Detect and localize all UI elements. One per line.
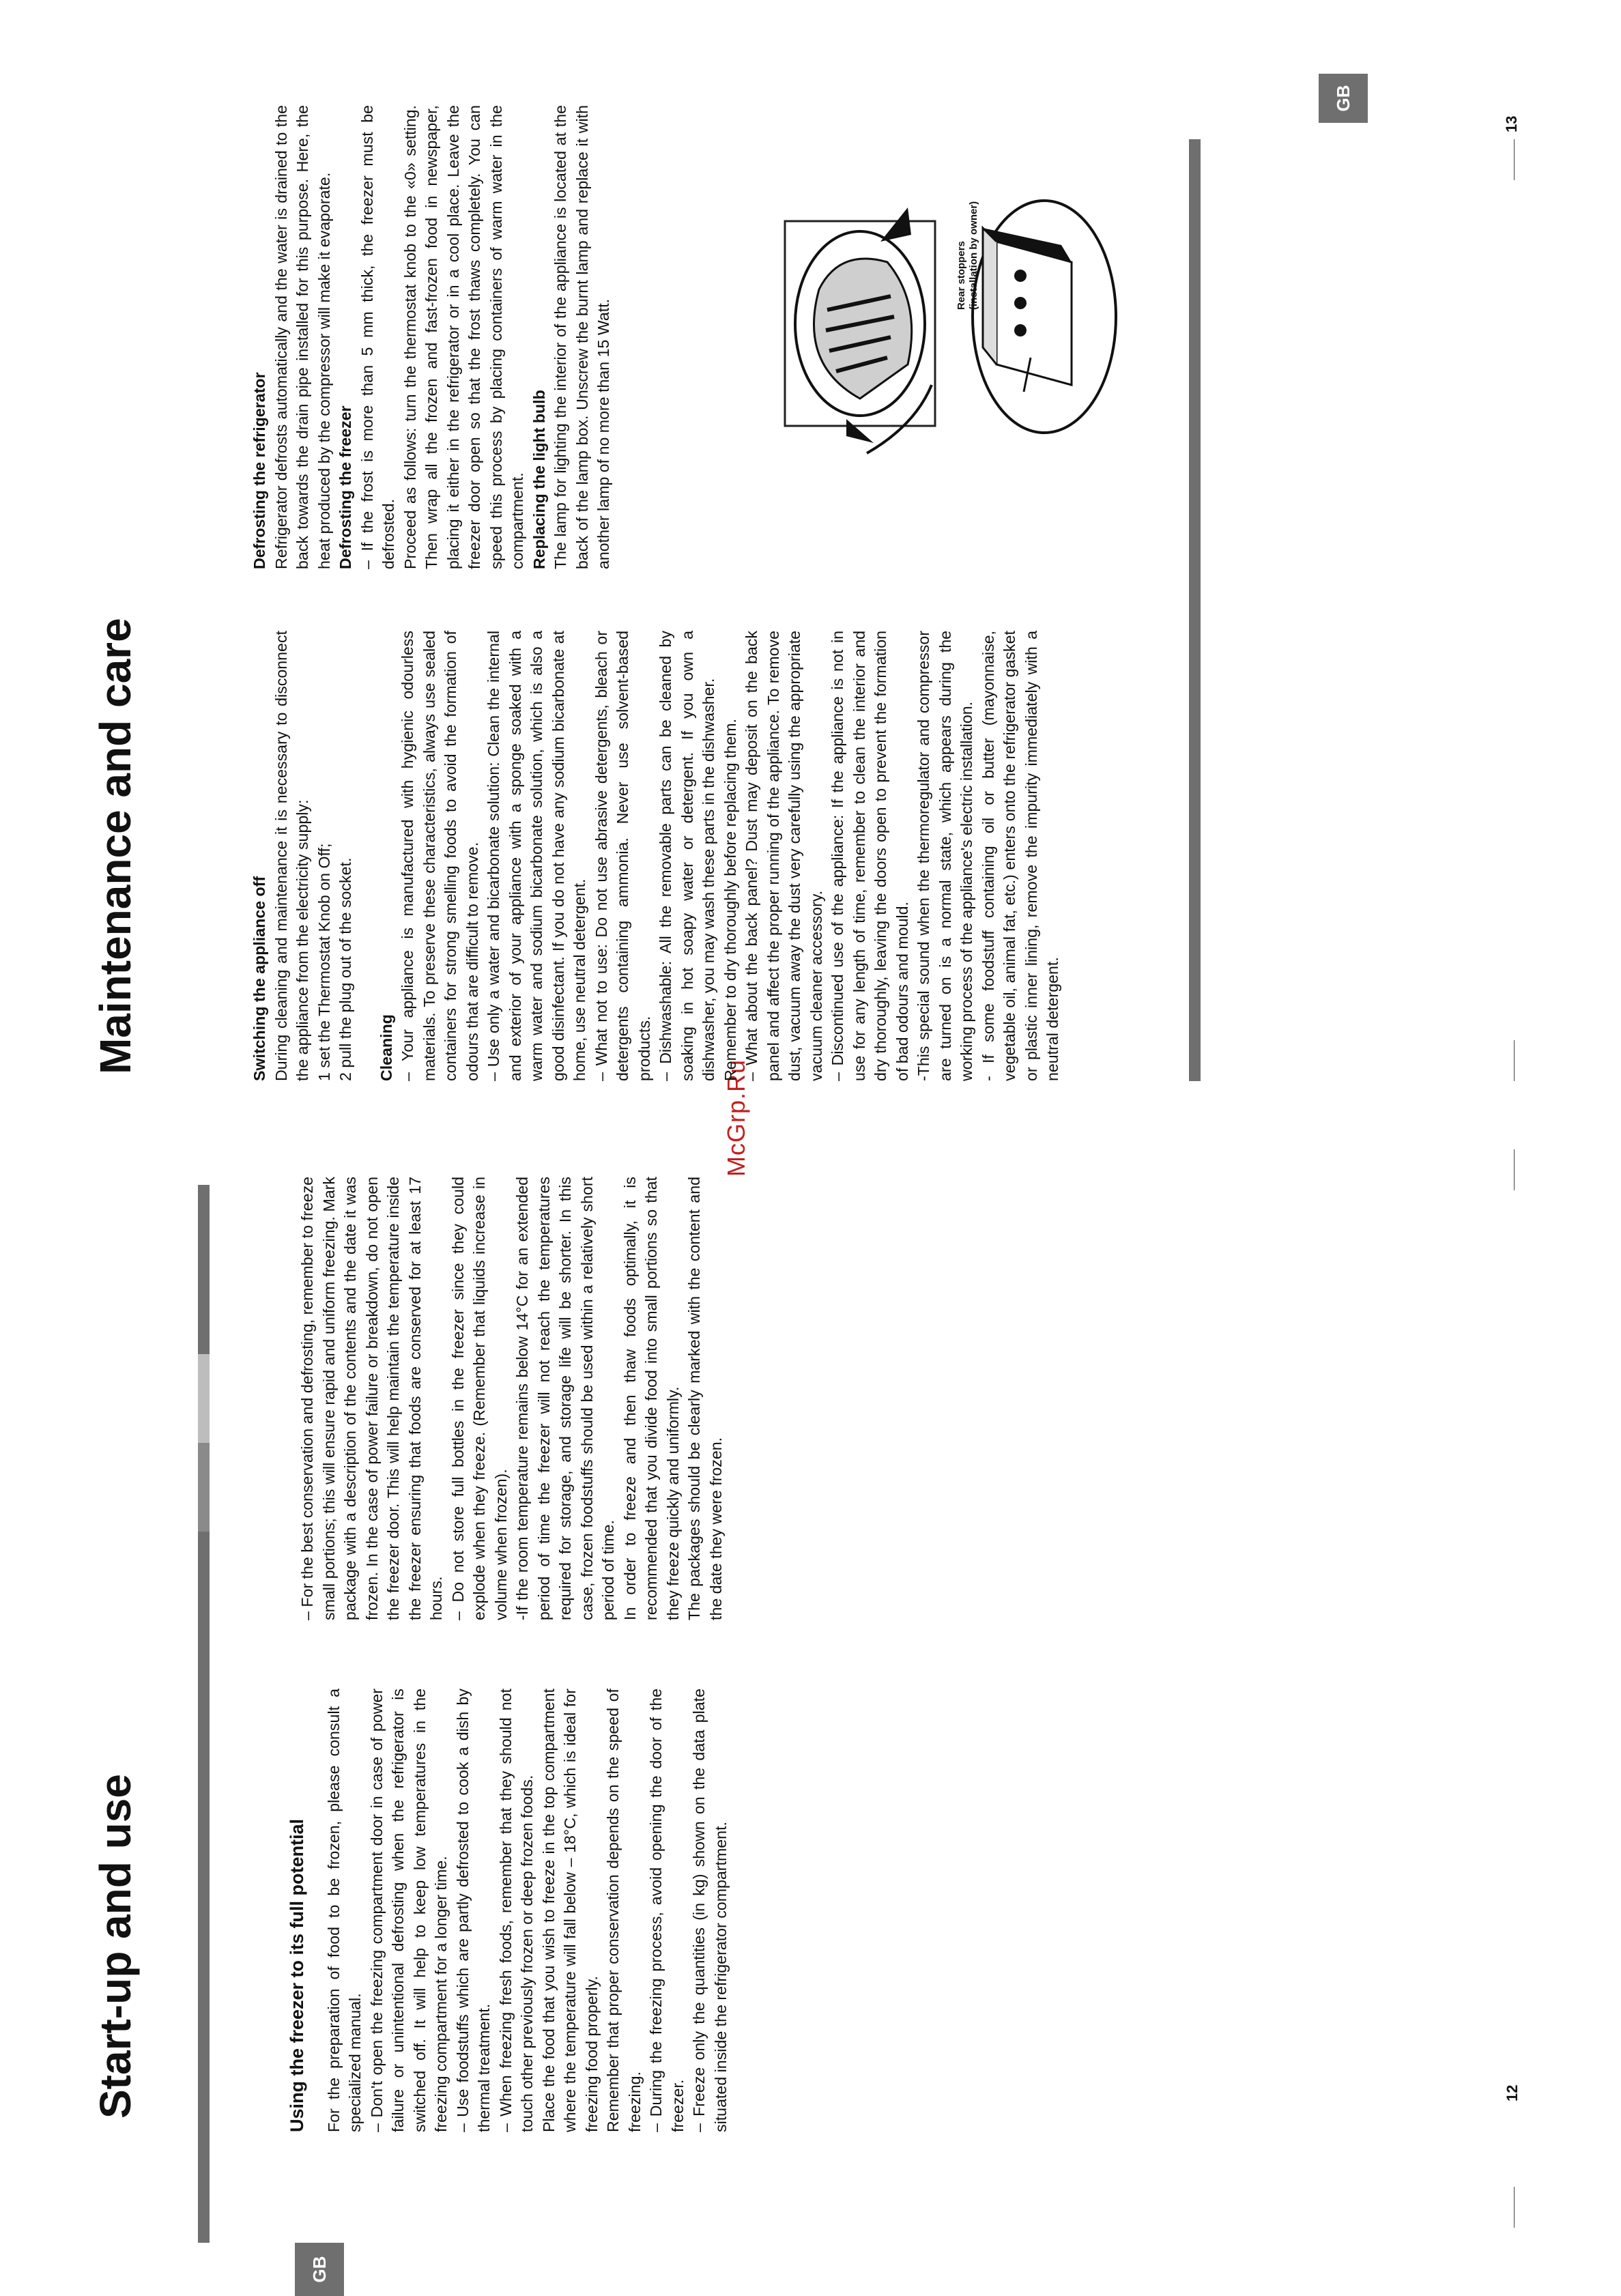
paragraph: – Discontinued use of the appliance: If the appliance is not in use for any length of time, remember to clean the interior and dry thoroughly, leaving the doors open to prevent the formation of bad odours and mould. [829,631,911,1081]
paragraph: For the preparation of food to be frozen, please consult a specialized manual. [324,1689,364,2132]
section-heading: Defrosting the freezer [336,405,354,569]
column-right-2 [249,105,615,569]
paragraph: – What about the back panel? Dust may deposit on the back panel and affect the proper running of the appliance. To remove dust, vacuum away the dust very carefully using the appropriate vacuum cleaner accessory. [743,631,825,1081]
section-heading: Cleaning [377,1014,395,1081]
paragraph: – If the frost is more than 5 mm thick, the freezer must be defrosted. [358,105,397,569]
paragraph: – Dishwashable: All the removable parts can be cleaned by soaking in hot soapy water or detergent. If you own a dishwasher, you may wash these parts in the dishwasher. [657,631,717,1081]
rear-stoppers-illustration [771,167,1126,467]
caption-line: Rear stoppers [956,241,967,310]
paragraph: Place the food that you wish to freeze in the top compartment where the temperature will fall below – 18°C, which is ideal for freezing food properly. [539,1689,601,2132]
paragraph: Refrigerator defrosts automatically and the water is drained to the back towards the drain pipe installed for this purpose. Here, the heat produced by the compressor will make it evaporate. [272,105,333,569]
language-tab-label: GB [1332,85,1353,112]
section-heading: Replacing the light bulb [530,390,548,569]
page-number-right: 13 [1503,115,1520,132]
paragraph: – During the freezing process, avoid opening the door of the freezer. [647,1689,687,2132]
page-title-left: Start-up and use [91,1774,140,2119]
language-tab-right [1319,74,1368,123]
paragraph: – For the best conservation and defrosting, remember to freeze small portions; this will ensure rapid and uniform freezing. Mark package with a description of the contents and the date it was frozen. In the case of power failure or breakdown, do not open the freezer door. This will help maintain the temperature inside the freezer ensuring that foods are conserved for at least 17 hours. [298,1177,445,1620]
paragraph: – Use foodstuffs which are partly defrosted to cook a dish by thermal treatment. [453,1689,493,2132]
paragraph: Proceed as follows: turn the thermostat knob to the «0» setting. Then wrap all the frozen and fast-frozen food in newspaper, placing it either in the refrigerator or in a cool place. Leave the freezer door open so that the frost thaws completely. You can speed this process by placing containers of warm water in the compartment. [401,105,526,569]
paragraph: – Freeze only the quantities (in kg) shown on the data plate situated inside the refrigerator compartment. [690,1689,730,2132]
paragraph: During cleaning and maintenance it is necessary to disconnect the appliance from the electricity supply: [272,631,311,1081]
paragraph: -This special sound when the thermoregulator and compressor are turned on is a normal state, which appears during the working process of the appliance's electric installation. [915,631,975,1081]
paragraph: – Your appliance is manufactured with hygienic odourless materials. To preserve these characteristics, always use sealed containers for strong smelling foods to avoid the formation of odours that are difficult to remove. [399,631,481,1081]
rear-stopper-icon [973,201,1116,433]
section-rule-left [198,1185,210,2243]
paragraph: – Don't open the freezing compartment door in case of power failure or unintentional defrosting when the refrigerator is switched off. It will help to keep low temperatures in the freezing compartment for a longer time. [367,1689,450,2132]
column-left-2 [297,1177,727,1620]
column-right-1 [249,631,1064,1081]
page-number-left: 12 [1504,2084,1521,2101]
paragraph: In order to freeze and then thaw foods optimally, it is recommended that you divide food into small portions so that they freeze quickly and uniformly. [620,1177,682,1620]
paragraph: -If the room temperature remains below 14°C for an extended period of time the freezer will not reach the temperatures required for storage, and storage life will be shorter. In this case, frozen foodstuffs should be used within a relatively short period of time. [513,1177,617,1620]
illustration-caption [956,201,980,310]
paragraph: The packages should be clearly marked with the content and the date they were frozen. [685,1177,725,1620]
footer-rule [1514,1149,1515,1190]
column-left-1 [287,1689,732,2132]
footer-rule [1514,139,1515,180]
paragraph: – Do not store full bottles in the freezer since they could explode when they freeze. (Remember that liquids increase in volume when frozen). [448,1177,510,1620]
language-tab-left [295,2243,344,2296]
paragraph: - If some foodstuff containing oil or butter (mayonnaise, vegetable oil, animal fat, etc.) enters onto the refrigerator gasket or plastic inner lining, remove the impurity immediately with a neutral detergent. [979,631,1061,1081]
watermark: McGrp.Ru [722,1059,750,1177]
section-heading: Switching the appliance off [250,876,268,1081]
paragraph: 1 set the Thermostat Knob on Off; [315,843,333,1081]
defrost-detail-icon [785,207,935,453]
section-heading: Defrosting the refrigerator [250,372,268,569]
paragraph: – When freezing fresh foods, remember that they should not touch other previously frozen or deep frozen foods. [496,1689,536,2132]
section-rule-right [1189,139,1201,1081]
caption-line: (installation by owner) [968,201,979,310]
footer-rule [1514,2187,1515,2228]
footer-rule [1514,1040,1515,1081]
paragraph: The lamp for lighting the interior of the appliance is located at the back of the lamp box. Unscrew the burnt lamp and replace it with another lamp of no more than 15 Watt. [551,105,612,569]
paragraph: – What not to use: Do not use abrasive detergents, bleach or detergents containing ammonia. Never use solvent-based products. [592,631,653,1081]
rule-accent [198,1354,210,1443]
paragraph: Remember to dry thoroughly before replacing them. [721,718,739,1081]
section-heading: Using the freezer to its full potential [287,1818,307,2132]
paragraph: – Use only a water and bicarbonate solution: Clean the internal and exterior of your appliance with a sponge soaked with a warm water and sodium bicarbonate solution, which is also a good disinfectant. If you do not have any sodium bicarbonate at home, use neutral detergent. [485,631,588,1081]
rule-accent [198,1443,210,1532]
paragraph: Remember that proper conservation depends on the speed of freezing. [604,1689,644,2132]
language-tab-label: GB [309,2256,330,2283]
paragraph: 2 pull the plug out of the socket. [336,857,354,1081]
page-title-right: Maintenance and care [91,618,140,1074]
